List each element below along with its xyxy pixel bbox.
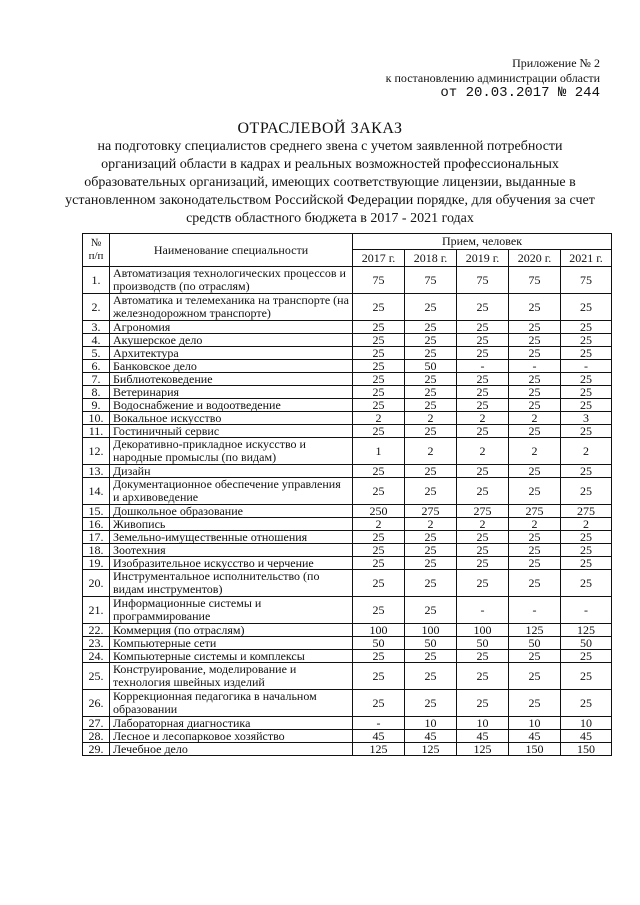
specialty-name: Вокальное искусство [110, 412, 353, 425]
intake-value: 75 [405, 267, 457, 294]
intake-value: 45 [457, 730, 509, 743]
intake-value: 25 [457, 690, 509, 717]
intake-value: 25 [457, 334, 509, 347]
header-year: 2020 г. [509, 250, 561, 267]
intake-value: 275 [405, 505, 457, 518]
intake-value: 25 [405, 321, 457, 334]
intake-value: - [457, 360, 509, 373]
intake-value: 25 [353, 690, 405, 717]
intake-value: 25 [509, 425, 561, 438]
intake-value: 2 [405, 518, 457, 531]
intake-value: 25 [457, 544, 509, 557]
intake-value: 50 [405, 637, 457, 650]
intake-value: 125 [405, 743, 457, 756]
intake-value: 25 [405, 425, 457, 438]
header-year: 2021 г. [561, 250, 612, 267]
specialty-name: Компьютерные системы и комплексы [110, 650, 353, 663]
table-row [83, 412, 612, 425]
row-number: 3. [83, 321, 110, 334]
intake-value: - [561, 360, 612, 373]
table-row [83, 267, 612, 294]
intake-value: 25 [561, 425, 612, 438]
intake-value: 2 [509, 438, 561, 465]
intake-value: 25 [457, 570, 509, 597]
intake-value: 25 [353, 373, 405, 386]
specialty-name: Лабораторная диагностика [110, 717, 353, 730]
intake-value: 25 [561, 650, 612, 663]
row-number: 28. [83, 730, 110, 743]
intake-value: 2 [405, 438, 457, 465]
row-number: 17. [83, 531, 110, 544]
intake-value: 25 [561, 334, 612, 347]
specialty-name: Инструментальное исполнительство (по видам инструментов) [110, 570, 353, 597]
table-row [83, 690, 612, 717]
row-number: 13. [83, 465, 110, 478]
intake-value: 2 [457, 518, 509, 531]
intake-value: - [509, 597, 561, 624]
appendix-block [360, 56, 600, 101]
intake-value: 25 [353, 531, 405, 544]
intake-value: 25 [561, 294, 612, 321]
intake-value: 25 [509, 399, 561, 412]
table-row [83, 557, 612, 570]
intake-value: 50 [509, 637, 561, 650]
table-row [83, 663, 612, 690]
intake-value: 25 [561, 570, 612, 597]
intake-value: 25 [457, 386, 509, 399]
specialty-name: Агрономия [110, 321, 353, 334]
header-number-label: № п/п [88, 237, 104, 262]
intake-value: 25 [353, 663, 405, 690]
intake-value: 25 [457, 321, 509, 334]
intake-value: 25 [561, 663, 612, 690]
intake-value: 25 [509, 465, 561, 478]
row-number: 29. [83, 743, 110, 756]
table-row [83, 544, 612, 557]
intake-value: 10 [457, 717, 509, 730]
row-number: 14. [83, 478, 110, 505]
table-row [83, 425, 612, 438]
intake-value: 25 [509, 347, 561, 360]
intake-value: 25 [405, 465, 457, 478]
intake-value: 25 [353, 360, 405, 373]
table-row [83, 399, 612, 412]
intake-value: 100 [353, 624, 405, 637]
appendix-reference: к постановлению администрации области [385, 71, 600, 85]
intake-value: 25 [405, 294, 457, 321]
header-specialty: Наименование специальности [110, 234, 353, 267]
row-number: 12. [83, 438, 110, 465]
intake-value: 25 [561, 321, 612, 334]
specialty-name: Гостиничный сервис [110, 425, 353, 438]
table-row [83, 624, 612, 637]
intake-value: 25 [353, 478, 405, 505]
intake-value: 2 [509, 518, 561, 531]
row-number: 24. [83, 650, 110, 663]
intake-value: 25 [509, 650, 561, 663]
intake-value: 25 [405, 570, 457, 597]
table-row [83, 373, 612, 386]
intake-value: 25 [353, 557, 405, 570]
specialty-name: Дизайн [110, 465, 353, 478]
intake-value: 25 [561, 465, 612, 478]
intake-value: 25 [405, 544, 457, 557]
intake-value: 25 [405, 399, 457, 412]
row-number: 4. [83, 334, 110, 347]
intake-value: 2 [509, 412, 561, 425]
intake-value: 25 [457, 347, 509, 360]
intake-value: 10 [509, 717, 561, 730]
intake-value: 25 [405, 373, 457, 386]
row-number: 8. [83, 386, 110, 399]
intake-value: 25 [353, 347, 405, 360]
specialty-name: Ветеринария [110, 386, 353, 399]
intake-value: 25 [509, 373, 561, 386]
intake-value: 25 [509, 690, 561, 717]
specialty-name: Коррекционная педагогика в начальном образовании [110, 690, 353, 717]
intake-value: 25 [509, 294, 561, 321]
specialty-name: Автоматика и телемеханика на транспорте (на железнодорожном транспорте) [110, 294, 353, 321]
row-number: 5. [83, 347, 110, 360]
intake-value: 25 [353, 425, 405, 438]
table-row [83, 334, 612, 347]
specialty-name: Живопись [110, 518, 353, 531]
intake-value: 50 [405, 360, 457, 373]
intake-value: 25 [353, 294, 405, 321]
intake-value: 25 [353, 334, 405, 347]
row-number: 6. [83, 360, 110, 373]
intake-value: 25 [457, 373, 509, 386]
intake-value: 50 [457, 637, 509, 650]
row-number: 15. [83, 505, 110, 518]
intake-value: 150 [561, 743, 612, 756]
table-row [83, 478, 612, 505]
table-row [83, 743, 612, 756]
intake-value: 25 [457, 531, 509, 544]
specialty-name: Информационные системы и программирование [110, 597, 353, 624]
intake-value: 25 [405, 347, 457, 360]
specialty-name: Конструирование, моделирование и технология швейных изделий [110, 663, 353, 690]
specialty-name: Архитектура [110, 347, 353, 360]
table-row [83, 518, 612, 531]
intake-value: 50 [561, 637, 612, 650]
table-body [83, 267, 612, 756]
table-row [83, 438, 612, 465]
table-row [83, 321, 612, 334]
specialty-name: Зоотехния [110, 544, 353, 557]
row-number: 23. [83, 637, 110, 650]
specialty-name: Лечебное дело [110, 743, 353, 756]
intake-value: 25 [353, 570, 405, 597]
table-row [83, 347, 612, 360]
intake-value: 25 [561, 557, 612, 570]
specialty-name: Документационное обеспечение управления и архивоведение [110, 478, 353, 505]
appendix-date-number: от 20.03.2017 № 244 [440, 85, 600, 101]
intake-value: 25 [561, 690, 612, 717]
intake-value: 2 [405, 412, 457, 425]
row-number: 16. [83, 518, 110, 531]
row-number: 11. [83, 425, 110, 438]
intake-value: 45 [405, 730, 457, 743]
header-intake-group: Прием, человек [353, 234, 612, 250]
intake-value: 2 [561, 518, 612, 531]
intake-value: 2 [561, 438, 612, 465]
intake-value: 25 [509, 663, 561, 690]
intake-value: 25 [561, 531, 612, 544]
table-row [83, 465, 612, 478]
intake-value: 25 [405, 334, 457, 347]
intake-value: 45 [353, 730, 405, 743]
intake-value: 25 [353, 465, 405, 478]
intake-value: 25 [457, 478, 509, 505]
specialty-name: Библиотековедение [110, 373, 353, 386]
intake-value: 25 [405, 650, 457, 663]
intake-value: 10 [561, 717, 612, 730]
intake-value: 25 [405, 557, 457, 570]
intake-value: 25 [353, 544, 405, 557]
specialty-name: Компьютерные сети [110, 637, 353, 650]
intake-value: - [353, 717, 405, 730]
intake-value: 25 [509, 544, 561, 557]
row-number: 1. [83, 267, 110, 294]
row-number: 25. [83, 663, 110, 690]
specialty-name: Коммерция (по отраслям) [110, 624, 353, 637]
intake-value: 25 [509, 386, 561, 399]
row-number: 27. [83, 717, 110, 730]
header-number [83, 234, 110, 267]
row-number: 9. [83, 399, 110, 412]
table-row [83, 730, 612, 743]
table-row [83, 717, 612, 730]
intake-value: 25 [509, 478, 561, 505]
intake-value: 2 [353, 518, 405, 531]
intake-value: 25 [457, 425, 509, 438]
table-row [83, 570, 612, 597]
intake-value: 25 [405, 663, 457, 690]
intake-value: 1 [353, 438, 405, 465]
table-row [83, 360, 612, 373]
intake-value: 25 [561, 478, 612, 505]
intake-value: 125 [561, 624, 612, 637]
intake-value: 25 [561, 347, 612, 360]
intake-value: 25 [509, 570, 561, 597]
intake-value: 25 [353, 597, 405, 624]
intake-value: - [457, 597, 509, 624]
intake-value: 125 [457, 743, 509, 756]
intake-value: 25 [353, 399, 405, 412]
intake-value: 25 [405, 597, 457, 624]
specialty-name: Лесное и лесопарковое хозяйство [110, 730, 353, 743]
intake-value: 75 [457, 267, 509, 294]
intake-value: 25 [457, 663, 509, 690]
specialty-name: Банковское дело [110, 360, 353, 373]
row-number: 26. [83, 690, 110, 717]
specialty-name: Изобразительное искусство и черчение [110, 557, 353, 570]
intake-value: 25 [457, 465, 509, 478]
intake-value: 25 [509, 334, 561, 347]
intake-value: 50 [353, 637, 405, 650]
row-number: 22. [83, 624, 110, 637]
intake-value: 75 [509, 267, 561, 294]
intake-value: 10 [405, 717, 457, 730]
intake-value: 25 [405, 690, 457, 717]
specialty-name: Водоснабжение и водоотведение [110, 399, 353, 412]
row-number: 2. [83, 294, 110, 321]
intake-value: 2 [457, 412, 509, 425]
table-row [83, 294, 612, 321]
intake-value: 25 [353, 650, 405, 663]
specialty-name: Декоративно-прикладное искусство и народные промыслы (по видам) [110, 438, 353, 465]
intake-value: 25 [509, 557, 561, 570]
intake-value: 25 [561, 386, 612, 399]
intake-value: 150 [509, 743, 561, 756]
intake-value: - [561, 597, 612, 624]
intake-value: 250 [353, 505, 405, 518]
intake-value: 25 [457, 294, 509, 321]
intake-value: 2 [457, 438, 509, 465]
intake-value: 2 [353, 412, 405, 425]
intake-value: 25 [405, 386, 457, 399]
intake-value: 25 [353, 386, 405, 399]
intake-value: 45 [561, 730, 612, 743]
row-number: 19. [83, 557, 110, 570]
specialty-name: Земельно-имущественные отношения [110, 531, 353, 544]
intake-value: 25 [509, 321, 561, 334]
intake-value: 25 [353, 321, 405, 334]
intake-value: 25 [561, 399, 612, 412]
intake-value: 25 [509, 531, 561, 544]
intake-value: 25 [405, 478, 457, 505]
table-row [83, 650, 612, 663]
intake-value: 3 [561, 412, 612, 425]
specialty-name: Автоматизация технологических процессов и производств (по отраслям) [110, 267, 353, 294]
intake-value: 275 [457, 505, 509, 518]
intake-value: 275 [561, 505, 612, 518]
row-number: 21. [83, 597, 110, 624]
intake-value: 100 [405, 624, 457, 637]
intake-value: 75 [561, 267, 612, 294]
header-year: 2019 г. [457, 250, 509, 267]
table-row [83, 597, 612, 624]
row-number: 20. [83, 570, 110, 597]
table-row [83, 531, 612, 544]
order-table [82, 233, 612, 756]
intake-value: 25 [561, 544, 612, 557]
intake-value: 125 [353, 743, 405, 756]
specialty-name: Акушерское дело [110, 334, 353, 347]
intake-value: 25 [561, 373, 612, 386]
row-number: 18. [83, 544, 110, 557]
intake-value: 125 [509, 624, 561, 637]
intake-value: - [509, 360, 561, 373]
row-number: 10. [83, 412, 110, 425]
table-row [83, 386, 612, 399]
intake-value: 100 [457, 624, 509, 637]
document-title: ОТРАСЛЕВОЙ ЗАКАЗ [237, 120, 403, 137]
intake-value: 45 [509, 730, 561, 743]
intake-value: 275 [509, 505, 561, 518]
table-row [83, 505, 612, 518]
row-number: 7. [83, 373, 110, 386]
document-subtitle: на подготовку специалистов среднего звена с учетом заявленной потребности организаций области в кадрах и реальных возможностей профессиональных образовательных организаций, имеющих соответствующие лицензии, выданные в установленном законодательством Российской Федерации порядке, для обучения за счет средств областного бюджета в 2017 - 2021 годах [65, 139, 595, 226]
specialty-name: Дошкольное образование [110, 505, 353, 518]
header-year: 2018 г. [405, 250, 457, 267]
appendix-number: Приложение № 2 [512, 56, 600, 70]
table-row [83, 637, 612, 650]
intake-value: 25 [457, 399, 509, 412]
intake-value: 75 [353, 267, 405, 294]
intake-value: 25 [405, 531, 457, 544]
intake-value: 25 [457, 650, 509, 663]
header-year: 2017 г. [353, 250, 405, 267]
intake-value: 25 [457, 557, 509, 570]
